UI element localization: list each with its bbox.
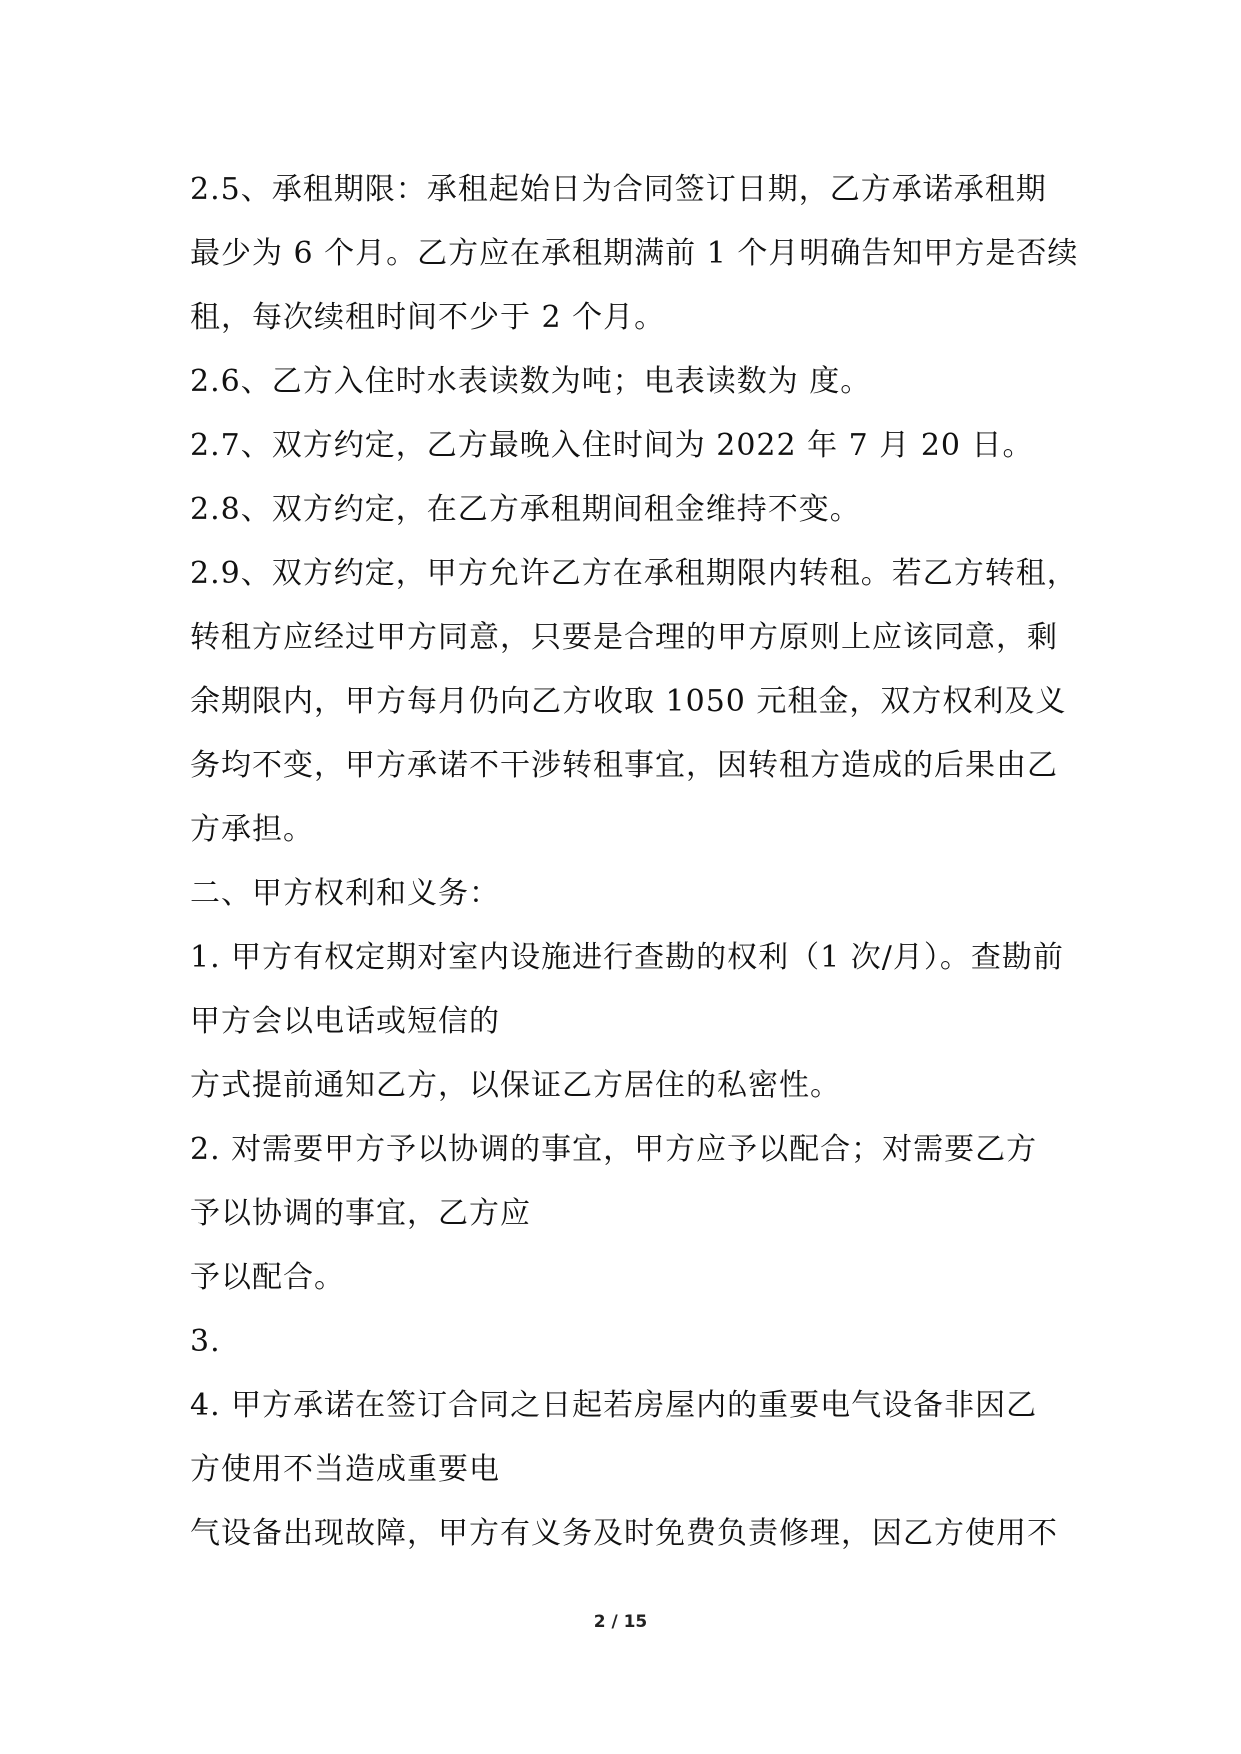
- text-line: 2.9、双方约定，甲方允许乙方在承租期限内转租。若乙方转租，: [190, 556, 1078, 591]
- text-line: 2.8、双方约定，在乙方承租期间租金维持不变。: [190, 492, 861, 527]
- text-line: 最少为 6 个月。乙方应在承租期满前 1 个月明确告知甲方是否续: [190, 236, 1079, 271]
- text-line: 方式提前通知乙方，以保证乙方居住的私密性。: [190, 1068, 841, 1103]
- text-line: 余期限内，甲方每月仍向乙方收取 1050 元租金，双方权利及义: [190, 684, 1067, 719]
- section-heading: 二、甲方权利和义务：: [190, 876, 500, 911]
- text-line: 予以协调的事宜，乙方应: [190, 1196, 531, 1231]
- text-line: 务均不变，甲方承诺不干涉转租事宜，因转租方造成的后果由乙: [190, 748, 1058, 783]
- text-line: 2.5、承租期限：承租起始日为合同签订日期，乙方承诺承租期: [190, 172, 1047, 207]
- text-line: 气设备出现故障，甲方有义务及时免费负责修理，因乙方使用不: [190, 1516, 1058, 1551]
- text-line: 租，每次续租时间不少于 2 个月。: [190, 300, 666, 335]
- text-line: 2. 对需要甲方予以协调的事宜，甲方应予以配合；对需要乙方: [190, 1132, 1038, 1167]
- text-line: 2.6、乙方入住时水表读数为吨；电表读数为 度。: [190, 364, 872, 399]
- text-line: 3.: [190, 1324, 221, 1359]
- text-line: 4. 甲方承诺在签订合同之日起若房屋内的重要电气设备非因乙: [190, 1388, 1038, 1423]
- text-line: 予以配合。: [190, 1260, 345, 1295]
- text-line: 2.7、双方约定，乙方最晚入住时间为 2022 年 7 月 20 日。: [190, 428, 1034, 463]
- text-line: 1. 甲方有权定期对室内设施进行查勘的权利（1 次/月）。查勘前: [190, 940, 1064, 975]
- text-line: 方使用不当造成重要电: [190, 1452, 500, 1487]
- text-line: 转租方应经过甲方同意，只要是合理的甲方原则上应该同意，剩: [190, 620, 1058, 655]
- document-body: [190, 158, 1079, 1566]
- text-line: 方承担。: [190, 812, 314, 847]
- text-line: 甲方会以电话或短信的: [190, 1004, 500, 1039]
- page-number: 2 / 15: [593, 1612, 648, 1632]
